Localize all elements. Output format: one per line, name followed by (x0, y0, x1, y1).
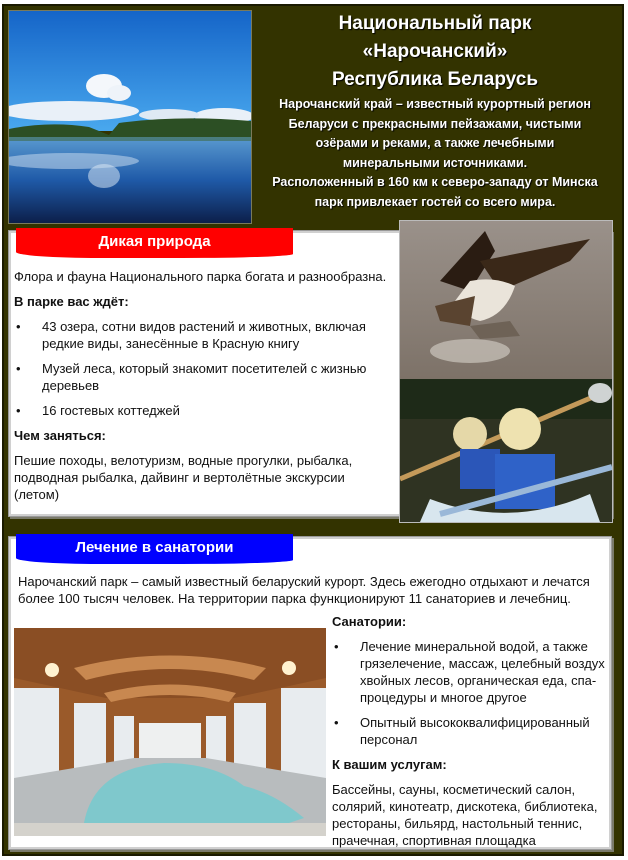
list-item: • 16 гостевых коттеджей (14, 402, 392, 419)
sanatorium-ribbon: Лечение в санатории (16, 534, 293, 564)
intro-line: парк привлекает гостей со всего мира. (314, 194, 556, 209)
list-item: • Опытный высококвалифицированный персонал (332, 714, 608, 748)
page-title-line-1: Национальный парк (338, 13, 532, 34)
indoor-pool-photo (14, 628, 326, 836)
wildlife-intro: Флора и фауна Национального парка богата и разнообразна. (14, 269, 387, 284)
header-intro (254, 95, 616, 212)
sanatorium-intro: Нарочанский парк – самый известный беларуский курорт. Здесь ежегодно отдыхают и лечатся более 100 тысяч человек. На территории парка функционируют 11 санаториев и лечебниц. (18, 574, 590, 606)
page-title-line-3: Республика Беларусь (331, 69, 539, 90)
intro-line: Беларуси с прекрасными пейзажами, чистыми (288, 116, 582, 131)
sanatoria-list (332, 638, 608, 748)
awaits-list (14, 318, 392, 419)
header (254, 10, 616, 212)
sanatorium-details (332, 613, 608, 857)
intro-line: минеральными источниками. (342, 155, 528, 170)
services-text: Бассейны, сауны, косметический салон, солярий, кинотеатр, дискотека, библиотека, рестораны, бильярд, настольный теннис, прачечная, спортивная площадка (332, 782, 598, 848)
awaits-heading: В парке вас ждёт: (14, 294, 129, 309)
intro-line: Расположенный в 160 км к северо-западу от Минска (272, 175, 598, 189)
list-item: • 43 озера, сотни видов растений и животных, включая редкие виды, занесённые в Красную книгу (14, 318, 392, 352)
activities-text: Пешие походы, велотуризм, водные прогулки, рыбалка, подводная рыбалка, дайвинг и вертолётные экскурсии (летом) (14, 453, 353, 502)
osprey-catching-fish-photo (400, 221, 612, 379)
sanatoria-heading: Санатории: (332, 614, 407, 629)
lake-landscape-photo (8, 10, 252, 224)
wildlife-content (14, 268, 392, 511)
wildlife-photo-column (399, 220, 613, 523)
intro-line: Нарочанский край – известный курортный регион (279, 97, 591, 111)
list-item: • Музей леса, который знакомит посетителей с жизнью деревьев (14, 360, 392, 394)
kids-kayaking-photo (400, 379, 612, 522)
activities-heading: Чем заняться: (14, 428, 106, 443)
list-item: • Лечение минеральной водой, а также грязелечение, массаж, целебный воздух хвойных лесов, органическая еда, спа-процедуры и многое другое (332, 638, 608, 706)
services-heading: К вашим услугам: (332, 757, 447, 772)
page-title-line-2: «Нарочанский» (362, 41, 508, 62)
wildlife-ribbon: Дикая природа (16, 228, 293, 258)
intro-line: озёрами и реками, а также лечебными (315, 136, 555, 150)
